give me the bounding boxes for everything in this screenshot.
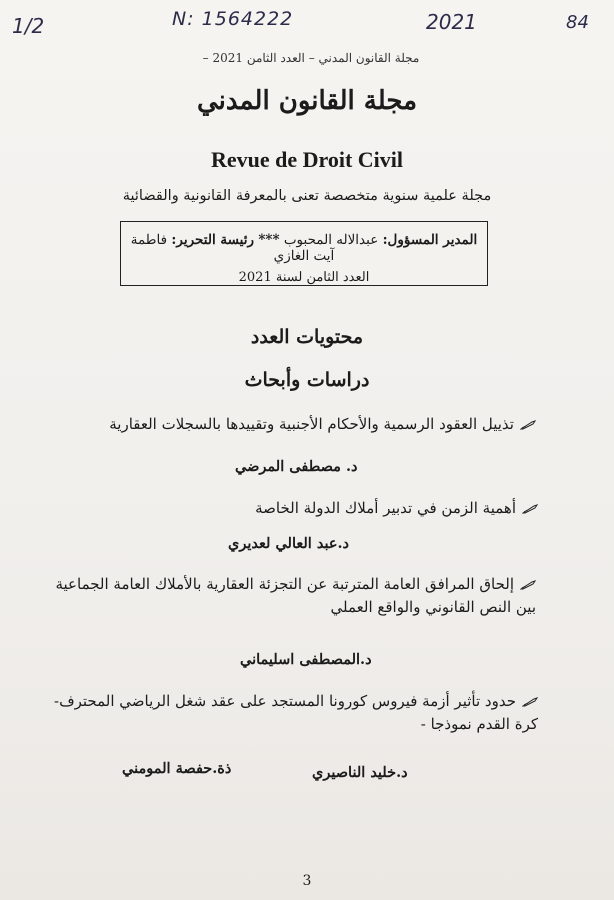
- article-author: د.المصطفى اسليماني: [240, 651, 372, 668]
- french-journal-title: Revue de Droit Civil: [210, 147, 404, 172]
- article-item: [58, 497, 538, 520]
- editorial-box: [120, 221, 488, 286]
- journal-subtitle: مجلة علمية سنوية متخصصة تعنى بالمعرفة القانونية والقضائية: [122, 188, 492, 204]
- issue-line: العدد الثامن لسنة 2021: [238, 270, 370, 285]
- article-author: د. مصطفى المرضي: [235, 458, 358, 475]
- handwritten-year: 2021: [426, 10, 477, 34]
- chief-editor-label: رئيسة التحرير:: [171, 232, 255, 248]
- article-coauthor: ذة.حفصة المومني: [122, 760, 232, 777]
- article-item: [42, 690, 538, 737]
- quill-pen-icon: [520, 420, 536, 430]
- article-author: د.خليد الناصيري: [312, 764, 408, 781]
- contents-heading: محتويات العدد: [250, 326, 364, 348]
- handwritten-reference-number: N: 1564222: [172, 8, 294, 30]
- section-heading: دراسات وأبحاث: [244, 369, 370, 391]
- page-number: 3: [302, 873, 312, 889]
- editorial-separator: ***: [258, 232, 280, 248]
- running-header: مجلة القانون المدني – العدد الثامن 2021 –: [202, 51, 420, 65]
- article-title: إلحاق المرافق العامة المترتبة عن التجزئة العقارية بالأملاك العامة الجماعية بين النص القانوني والواقع العملي: [55, 575, 536, 617]
- arabic-journal-title: مجلة القانون المدني: [196, 86, 418, 116]
- director-name: عبدالاله المحبوب: [283, 232, 379, 248]
- article-item: [56, 413, 536, 436]
- handwritten-corner-mark: 84: [566, 12, 589, 33]
- chief-editor-name: فاطمة آيت الغازي: [130, 232, 335, 264]
- article-title: تذييل العقود الرسمية والأحكام الأجنبية وتقييدها بالسجلات العقارية: [109, 415, 514, 433]
- handwritten-page-fraction: 1/2: [12, 14, 45, 38]
- quill-pen-icon: [522, 697, 538, 707]
- director-label: المدير المسؤول:: [382, 232, 478, 248]
- article-item: [40, 573, 536, 620]
- article-title: أهمية الزمن في تدبير أملاك الدولة الخاصة: [255, 499, 516, 517]
- article-author: د.عبد العالي لعديري: [228, 535, 350, 552]
- quill-pen-icon: [522, 504, 538, 514]
- quill-pen-icon: [520, 580, 536, 590]
- article-title: حدود تأثير أزمة فيروس كورونا المستجد على عقد شغل الرياضي المحترف- كرة القدم نموذجا -: [54, 692, 538, 734]
- editorial-names-line: [121, 232, 487, 264]
